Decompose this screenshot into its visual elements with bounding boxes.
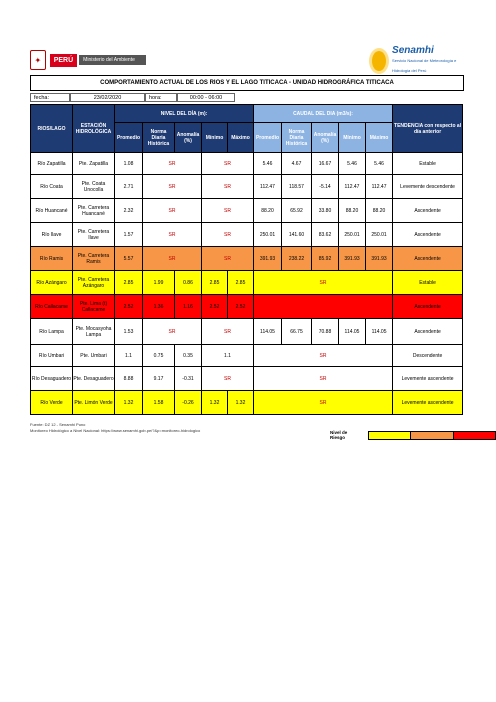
nivel-norma: 1.99 (143, 271, 175, 295)
peru-logo (30, 50, 146, 70)
table-row (31, 247, 463, 271)
caudal-minimo: 114.05 (339, 319, 366, 345)
tendencia: Descendente (393, 345, 463, 367)
table-row (31, 295, 463, 319)
caudal-anomalia: 85.92 (312, 247, 339, 271)
nivel-promedio: 5.57 (115, 247, 143, 271)
table-row (31, 223, 463, 247)
rio-name: Río Huancané (31, 199, 73, 223)
caudal-maximo: 114.05 (366, 319, 393, 345)
fecha-label: fecha: (30, 93, 70, 102)
nivel-norma: 1.36 (143, 295, 175, 319)
caudal-minimo: 5.46 (339, 153, 366, 175)
rio-name: Río Umbari (31, 345, 73, 367)
nivel-promedio: 2.32 (115, 199, 143, 223)
ministry-label: Ministerio del Ambiente (79, 55, 146, 65)
rio-name: Río Desaguadero (31, 367, 73, 391)
caudal-promedio: 5.46 (254, 153, 282, 175)
nivel-minmax-sr: SR (202, 223, 254, 247)
risk-swatch-red (453, 431, 496, 440)
station-name: Pte. Limón Verde (73, 391, 115, 415)
senamhi-logo (372, 45, 462, 74)
station-name: Pte. Coata Unocolla (73, 175, 115, 199)
caudal-sr: SR (254, 391, 393, 415)
col-n-maximo: Máximo (228, 123, 254, 153)
tendencia: Ascendente (393, 295, 463, 319)
caudal-maximo: 112.47 (366, 175, 393, 199)
rio-name: Río Lampa (31, 319, 73, 345)
nivel-norma: 1.58 (143, 391, 175, 415)
risk-swatch-orange (410, 431, 453, 440)
col-caudal: CAUDAL DEL DIA (m3/s): (254, 105, 393, 123)
nivel-minmax-sr: SR (202, 199, 254, 223)
caudal-promedio: 250.01 (254, 223, 282, 247)
col-c-anomalia: Anomalía (%) (312, 123, 339, 153)
caudal-maximo: 88.20 (366, 199, 393, 223)
table-row (31, 367, 463, 391)
nivel-promedio: 1.53 (115, 319, 143, 345)
nivel-anomalia: 1.16 (175, 295, 202, 319)
col-c-promedio: Promedio (254, 123, 282, 153)
hora-value: 00:00 - 06:00 (177, 93, 235, 102)
hora-label: hora: (145, 93, 177, 102)
nivel-sr: SR (143, 175, 202, 199)
nivel-promedio: 2.71 (115, 175, 143, 199)
caudal-norma: 141.60 (282, 223, 312, 247)
rio-name: Río Coata (31, 175, 73, 199)
station-name: Pte. Carretera Huancané (73, 199, 115, 223)
tendencia: Levemente ascendente (393, 391, 463, 415)
nivel-sr: SR (143, 223, 202, 247)
nivel-promedio: 1.08 (115, 153, 143, 175)
sun-icon (372, 51, 386, 71)
col-n-minimo: Mínimo (202, 123, 228, 153)
source-note: Fuente: DZ 12 - Senamhi Puno (30, 422, 86, 427)
table-row (31, 271, 463, 295)
col-c-norma: Norma Diaria Histórica (282, 123, 312, 153)
rio-name: Río Zapatilla (31, 153, 73, 175)
caudal-minimo: 250.01 (339, 223, 366, 247)
table-row (31, 199, 463, 223)
rio-name: Río Verde (31, 391, 73, 415)
caudal-empty (254, 295, 393, 319)
peru-label: PERÚ (50, 54, 77, 67)
rivers-table (30, 104, 463, 415)
station-name: Pte. Carretera Azángaro (73, 271, 115, 295)
col-c-minimo: Mínimo (339, 123, 366, 153)
nivel-promedio: 1.1 (115, 345, 143, 367)
nivel-promedio: 1.32 (115, 391, 143, 415)
table-row (31, 175, 463, 199)
table-row (31, 391, 463, 415)
risk-swatch-yellow (368, 431, 411, 440)
senamhi-label: Senamhi (392, 45, 434, 56)
notes (30, 422, 200, 434)
nivel-anomalia: 0.86 (175, 271, 202, 295)
caudal-anomalia: 33.80 (312, 199, 339, 223)
nivel-sr: SR (143, 319, 202, 345)
tendencia: Ascendente (393, 247, 463, 271)
col-n-anomalia: Anomalía (%) (175, 123, 202, 153)
nivel-minmax-sr: SR (202, 175, 254, 199)
caudal-promedio: 112.47 (254, 175, 282, 199)
nivel-anomalia: -0.26 (175, 391, 202, 415)
rio-name: Río Azángaro (31, 271, 73, 295)
nivel-minimo: 1.1 (202, 345, 254, 367)
nivel-maximo: 1.32 (228, 391, 254, 415)
nivel-maximo: 2.52 (228, 295, 254, 319)
caudal-promedio: 88.20 (254, 199, 282, 223)
station-name: Pte. Lima (t) Callacame (73, 295, 115, 319)
nivel-norma: 9.17 (143, 367, 175, 391)
caudal-anomalia: 83.62 (312, 223, 339, 247)
station-name: Pte. Mocasyoha Lampa (73, 319, 115, 345)
risk-legend (330, 430, 496, 440)
nivel-maximo: 2.85 (228, 271, 254, 295)
col-n-norma: Norma Diaria Histórica (143, 123, 175, 153)
station-name: Pte. Desaguadero (73, 367, 115, 391)
rio-name: Río Ramis (31, 247, 73, 271)
col-rios: RIOS/LAGO (31, 105, 73, 153)
caudal-minimo: 112.47 (339, 175, 366, 199)
caudal-norma: 65.92 (282, 199, 312, 223)
nivel-minmax-sr: SR (202, 319, 254, 345)
nivel-minimo: 1.32 (202, 391, 228, 415)
caudal-sr: SR (254, 367, 393, 391)
tendencia: Levemente descendente (393, 175, 463, 199)
nivel-anomalia: -0.31 (175, 367, 202, 391)
nivel-sr: SR (143, 247, 202, 271)
station-name: Pte. Carretera Ramis (73, 247, 115, 271)
caudal-norma: 66.75 (282, 319, 312, 345)
nivel-norma: 0.75 (143, 345, 175, 367)
col-estacion: ESTACIÓN HIDROLÓGICA (73, 105, 115, 153)
caudal-norma: 118.57 (282, 175, 312, 199)
tendencia: Ascendente (393, 199, 463, 223)
station-name: Pte. Zapatilla (73, 153, 115, 175)
caudal-anomalia: -5.14 (312, 175, 339, 199)
tendencia: Ascendente (393, 223, 463, 247)
rio-name: Río Callacame (31, 295, 73, 319)
station-name: Pte. Carretera Ilave (73, 223, 115, 247)
nivel-minimo: 2.85 (202, 271, 228, 295)
table-row (31, 153, 463, 175)
caudal-promedio: 391.93 (254, 247, 282, 271)
nivel-promedio: 1.57 (115, 223, 143, 247)
risk-label: Nivel de Riesgo (330, 430, 348, 440)
caudal-minimo: 88.20 (339, 199, 366, 223)
nivel-sr: SR (143, 199, 202, 223)
report-title: COMPORTAMIENTO ACTUAL DE LOS RIOS Y EL LAGO TITICACA - UNIDAD HIDROGRÁFICA TITICACA (30, 75, 464, 91)
table-row (31, 319, 463, 345)
nivel-minimo: 2.52 (202, 295, 228, 319)
nivel-promedio: 2.85 (115, 271, 143, 295)
caudal-norma: 238.22 (282, 247, 312, 271)
caudal-norma: 4.67 (282, 153, 312, 175)
nivel-minmax-sr: SR (202, 367, 254, 391)
senamhi-sub: Servicio Nacional de Meteorología e Hidrología del Perú (392, 58, 457, 73)
crest-icon: ✦ (30, 50, 46, 70)
monitoring-link[interactable]: Monitoreo Hidrológico a Nivel Nacional: https://www.senamhi.gob.pe/?&p=monitoreo-hidrologico (30, 428, 201, 433)
caudal-maximo: 391.93 (366, 247, 393, 271)
rio-name: Río Ilave (31, 223, 73, 247)
caudal-sr: SR (254, 345, 393, 367)
col-nivel: NIVEL DEL DÍA (m): (115, 105, 254, 123)
nivel-sr: SR (143, 153, 202, 175)
caudal-anomalia: 70.88 (312, 319, 339, 345)
table-row (31, 345, 463, 367)
tendencia: Ascendente (393, 319, 463, 345)
tendencia: Estable (393, 271, 463, 295)
nivel-promedio: 8.88 (115, 367, 143, 391)
caudal-anomalia: 16.67 (312, 153, 339, 175)
col-n-promedio: Promedio (115, 123, 143, 153)
caudal-minimo: 391.93 (339, 247, 366, 271)
col-c-maximo: Máximo (366, 123, 393, 153)
tendencia: Estable (393, 153, 463, 175)
caudal-promedio: 114.05 (254, 319, 282, 345)
nivel-minmax-sr: SR (202, 247, 254, 271)
caudal-maximo: 5.46 (366, 153, 393, 175)
fecha-value: 23/02/2020 (70, 93, 145, 102)
nivel-anomalia: 0.35 (175, 345, 202, 367)
col-tendencia: TENDENCIA con respecto al día anterior (393, 105, 463, 153)
nivel-minmax-sr: SR (202, 153, 254, 175)
caudal-sr: SR (254, 271, 393, 295)
tendencia: Levemente ascendente (393, 367, 463, 391)
station-name: Pte. Umbari (73, 345, 115, 367)
caudal-maximo: 250.01 (366, 223, 393, 247)
nivel-promedio: 2.52 (115, 295, 143, 319)
